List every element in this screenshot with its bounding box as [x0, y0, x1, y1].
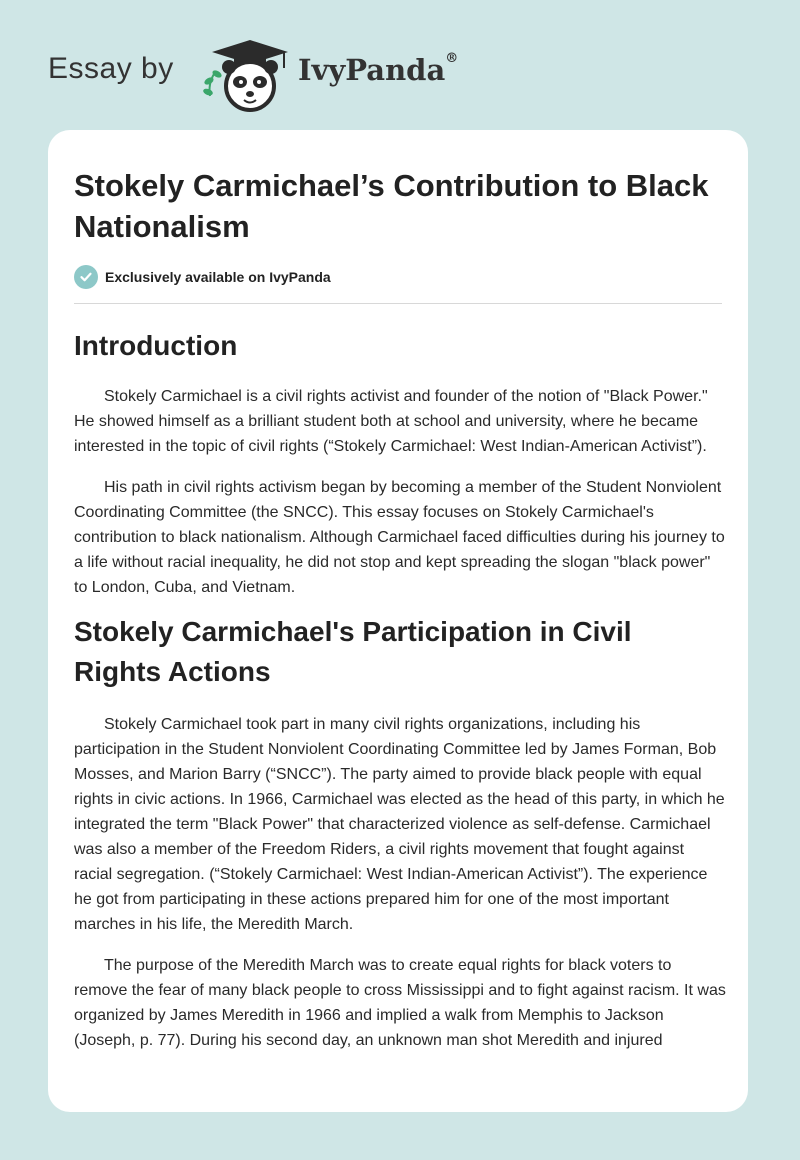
paragraph: Stokely Carmichael took part in many civil rights organizations, including his participation in the Student Nonviolent Coordinating Committee led by James Forman, Bob Mosses, and Marion Barry (“SNCC”). The party aimed to provide black people with equal rights in civic actions. In 1966, Carmichael was elected as the head of this party, in which he integrated the term "Black Power" that characterized violence as self-defense. Carmichael was also a member of the Freedom Riders, a civil rights movement that fought against racial segregation. (“Stokely Carmichael: West Indian-American Activist”). The experience he got from participating in these actions prepared him for one of the most important marches in his life, the Meredith March.: [74, 716, 725, 933]
essay-body: [74, 320, 726, 1053]
brand-name[interactable]: IvyPanda®: [298, 51, 459, 87]
paragraph: Stokely Carmichael is a civil rights activist and founder of the notion of "Black Power." He showed himself as a brilliant student both at school and university, where he became interested in the topic of civil rights (“Stokely Carmichael: West Indian-American Activist”).: [74, 388, 708, 455]
paragraph: The purpose of the Meredith March was to create equal rights for black voters to remove the fear of many black people to cross Mississippi and to fight against racism. It was organized by James Meredith in 1966 and implied a walk from Memphis to Jackson (Joseph, p. 77). During his second day, an unknown man shot Meredith and injured: [74, 957, 726, 1049]
essay-title: Stokely Carmichael’s Contribution to Black Nationalism: [74, 168, 709, 244]
registered-mark: ®: [445, 51, 459, 66]
essay-by-label: Essay by: [48, 52, 174, 85]
divider: [74, 303, 722, 304]
site-header: [0, 0, 800, 130]
panda-graduate-icon[interactable]: [200, 34, 300, 114]
section-heading: Introduction: [74, 330, 238, 361]
paragraph: His path in civil rights activism began by becoming a member of the Student Nonviolent Coordinating Committee (the SNCC). This essay focuses on Stokely Carmichael's contribution to black nationalism. Although Carmichael faced difficulties during his journey to a life without racial inequality, he did not stop and kept spreading the slogan "black power" to London, Cuba, and Vietnam.: [74, 479, 725, 596]
check-circle-icon: [74, 265, 98, 289]
badge-label: Exclusively available on IvyPanda: [105, 269, 331, 285]
section-heading: Stokely Carmichael's Participation in Civil Rights Actions: [74, 616, 632, 687]
essay-card: [48, 130, 748, 1112]
exclusive-badge: [74, 264, 331, 290]
